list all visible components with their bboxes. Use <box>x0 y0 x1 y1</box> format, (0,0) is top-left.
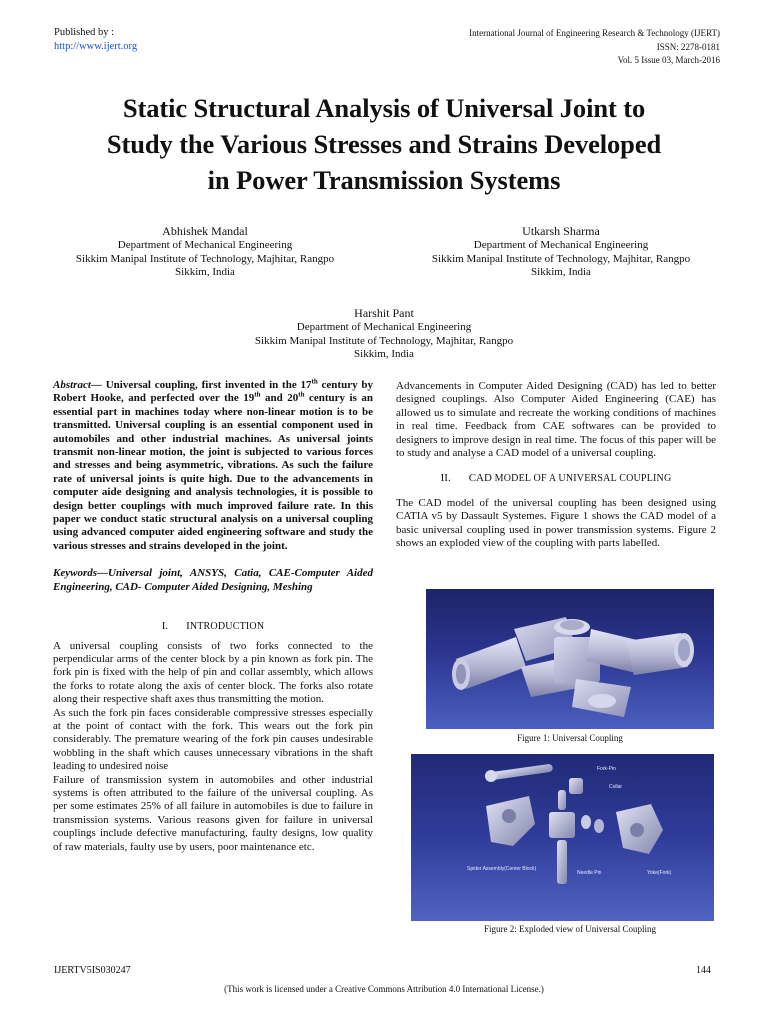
author-dept: Department of Mechanical Engineering <box>296 321 472 333</box>
title-line-3: in Power Transmission Systems <box>207 165 561 195</box>
author-inst: Sikkim Manipal Institute of Technology, Majhitar, Rangpo <box>431 252 691 265</box>
author-dept: Department of Mechanical Engineering <box>473 239 649 251</box>
publisher-block <box>54 26 137 54</box>
journal-name: International Journal of Engineering Research & Technology (IJERT) <box>469 28 720 38</box>
author-dept: Department of Mechanical Engineering <box>117 239 293 251</box>
title-line-2: Study the Various Stresses and Strains Developed <box>106 129 662 159</box>
author-block-1 <box>40 223 370 280</box>
label-yoke-fork: Yoke(Fork) <box>647 870 672 876</box>
license-note: (This work is licensed under a Creative Commons Attribution 4.0 International License.) <box>224 984 544 994</box>
page-number: 144 <box>696 965 711 976</box>
label-needle-pin: Needle Pin <box>577 870 602 876</box>
label-spider-assembly: Spider Assembly(Center Block) <box>467 866 537 872</box>
label-collar: Collar <box>609 784 623 790</box>
intro-paragraph-2: As such the fork pin faces considerable compressive stresses especially at the point of contact with the fork. This wears out the fork pin considerably. The premature wearing of the fork pin causes undesirable wobbling in the shaft which causes unnecessary vibrations in the shaft leading to undesired noise <box>53 706 373 773</box>
volume-issue: Vol. 5 Issue 03, March-2016 <box>617 55 720 65</box>
figure-1-image <box>426 589 714 729</box>
cad-model-paragraph: The CAD model of the universal coupling has been designed using CATIA v5 by Dassault Systemes. Figure 1 shows the CAD model of a basic universal coupling used in power transmission systems. Figure 2 shows an exploded view of the coupling with parts labelled. <box>396 496 716 550</box>
label-fork-pin: Fork-Pin <box>597 766 616 772</box>
author-name: Utkarsh Sharma <box>522 224 600 238</box>
journal-info <box>469 27 720 68</box>
section-heading-cad-model: II. CAD MODEL OF A UNIVERSAL COUPLING <box>440 472 672 485</box>
paper-code: IJERTV5IS030247 <box>54 965 131 976</box>
intro-continued-paragraph: Advancements in Computer Aided Designing (CAD) has led to better designed couplings. Also Computer Aided Engineering (CAE) has allowed us to simulate and recreate the working conditions of machines in real time. Feedback from CAE softwares can be provided to designers to improve design in real time. The focus of this paper will be to study and analyse a CAD model of a universal coupling. <box>396 380 716 460</box>
figure-2-caption: Figure 2: Exploded view of Universal Coupling <box>484 924 656 934</box>
author-inst: Sikkim Manipal Institute of Technology, Majhitar, Rangpo <box>75 252 335 265</box>
keywords: Keywords—Universal joint, ANSYS, Catia, CAE-Computer Aided Engineering, CAD- Computer Aided Designing, Meshing <box>53 567 373 593</box>
author-place: Sikkim, India <box>531 266 591 278</box>
intro-paragraph-3: Failure of transmission system in automobiles and other industrial systems is often attributed to the failure of the universal coupling. As per some estimates 25% of all failure in automobiles is due to failure in transmission systems. Various reasons given for failure in universal couplings include defective manufacturing, faulty designs, low quality of raw materials, faulty use by users, poor maintenance etc. <box>53 773 373 853</box>
figure-2-image <box>411 754 714 921</box>
exploded-view-render <box>411 754 714 921</box>
author-name: Harshit Pant <box>354 306 414 320</box>
figure-1-caption: Figure 1: Universal Coupling <box>517 733 623 743</box>
published-by-label: Published by : <box>54 27 115 38</box>
issn: ISSN: 2278-0181 <box>656 41 720 52</box>
author-block-2 <box>396 223 726 280</box>
author-inst: Sikkim Manipal Institute of Technology, Majhitar, Rangpo <box>254 334 514 347</box>
universal-coupling-render <box>426 589 714 729</box>
journal-url-link[interactable]: http://www.ijert.org <box>54 41 138 52</box>
author-place: Sikkim, India <box>354 348 414 360</box>
section-heading-introduction: I. INTRODUCTION <box>161 620 265 633</box>
abstract-lead: Abstract— <box>53 379 102 391</box>
author-block-3 <box>219 305 549 362</box>
abstract: Abstract— Universal coupling, first invented in the 17th century by Robert Hooke, and perfected over the 19th and 20th century is an essential part in machines today where non-linear motion is to be transmitted. Universal coupling is an essential component used in automobiles and other industrial machines. As universal joints transmit non-linear motion, the joint is subjected to various forces and stresses and being asymmetric, vibrations. As such the failure rate of universal joints is quite high. Due to the advancements in computer aide designing and analysis technologies, it is possible to design better couplings with much improved failure rate. In this paper we conduct static structural analysis on a universal coupling using advanced computer aided engineering software and study the various stresses and strains developed in the joint. <box>53 377 373 552</box>
author-name: Abhishek Mandal <box>162 224 248 238</box>
paper-title <box>40 90 728 198</box>
right-column <box>396 380 716 550</box>
left-column <box>53 379 373 854</box>
intro-paragraph-1: A universal coupling consists of two forks connected to the perpendicular arms of the center block by a pin known as fork pin. The fork pin is fixed with the help of pin and collar assembly, which allows the forks to rotate along the axis of center block. The forks also rotate along their respective shaft axes thus transmitting the motion. <box>53 639 373 706</box>
title-line-1: Static Structural Analysis of Universal Joint to <box>122 93 646 123</box>
author-place: Sikkim, India <box>175 266 235 278</box>
